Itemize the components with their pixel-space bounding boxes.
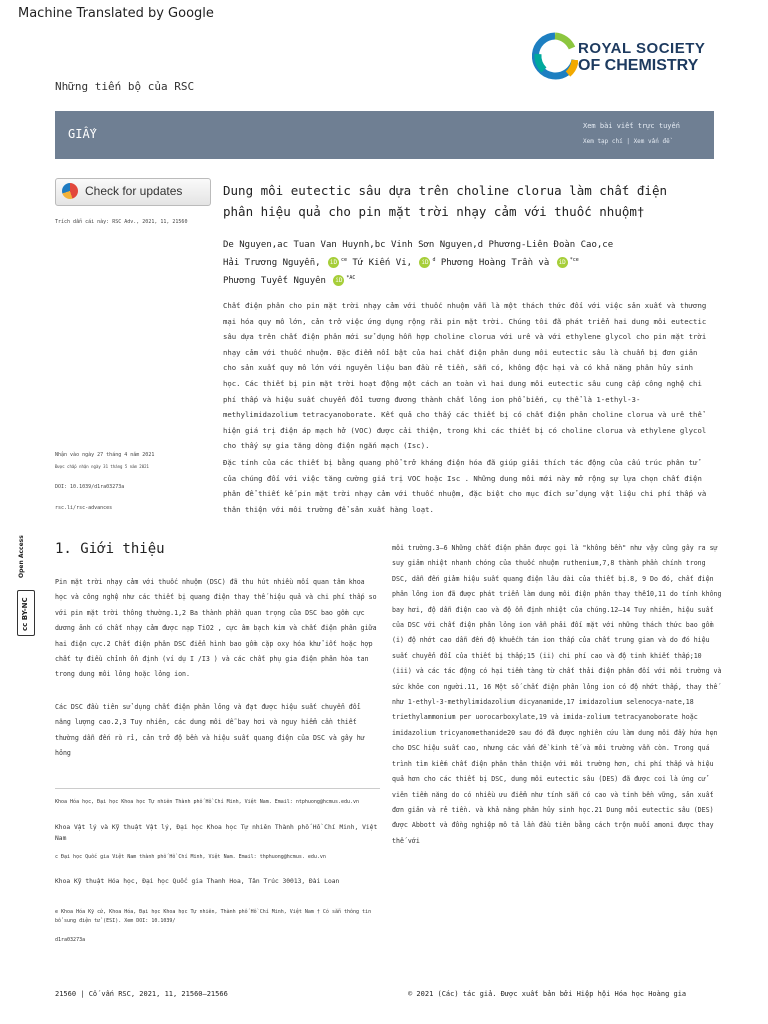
journal-url-link[interactable]: rsc.li/rsc-advances — [55, 505, 113, 511]
authors-line-1: De Nguyen,ac Tuan Van Huynh,bc Vinh Sơn Nguyen,d Phương-Liên Đoàn Cao,ce — [223, 240, 614, 250]
author-list — [223, 238, 703, 289]
footer-citation: 21560 | Cố vấn RSC, 2021, 11, 21560–21566 — [55, 990, 228, 998]
rsc-wordmark — [578, 40, 705, 74]
cc-license-icon: cc BY-NC — [21, 597, 29, 631]
footnote-e-doi: d1ra03273a — [55, 937, 86, 943]
footnote-e: e Khoa Hóa Kỹ cứ, Khoa Hóa, Đại học Khoa học Tự nhiên, Thành phố Hồ Chí Minh, Việt Nam † Có sẵn thông tin bổ sung điện tử (ESI). Xem DOI: 10.1039/ — [55, 909, 372, 924]
cc-license-badge[interactable] — [17, 590, 35, 636]
footer-copyright: © 2021 (Các) tác giả. Được xuất bản bởi Hiệp hội Hóa học Hoàng gia — [408, 990, 687, 998]
orcid-icon[interactable]: iD — [421, 259, 429, 266]
check-for-updates-button[interactable] — [55, 178, 211, 206]
intro-paragraph-1: Pin mặt trời nhạy cảm với thuốc nhuộm (DSC) đã thu hút nhiều mối quan tâm khoa học và công nghệ như các thiết bị quang điện thay thế hiệu quả và chi phí thấp so với pin mặt trời thông thường.1,2 Ba thành phần quan trọng của DSC bao gồm cực dương ảnh có chất nhạy cảm được nạp TiO2 , cực âm bạch kim và chất điện phân giữa hai điện cực.2 Chất điện phân DSC điển hình bao gồm cặp oxy hóa khử iốt hoặc hợp chất tự điều chỉnh ổn định (ví dụ I /I3 ) và các chất phụ gia điện phân hòa tan trong dung môi lỏng hoặc lỏng ion. — [55, 578, 377, 679]
view-journal-issue-links[interactable]: Xem tạp chí | Xem vấn đề — [583, 138, 670, 145]
footnote-a: Khoa Hóa học, Đại học Khoa học Tự nhiên Thành phố Hồ Chí Minh, Việt Nam. Email: ntphuong@hcmus.edu.vn — [55, 799, 360, 805]
accepted-date: Được chấp nhận ngày 31 tháng 5 năm 2021 — [55, 464, 149, 469]
doi-link[interactable]: DOI: 10.1039/d1ra03273a — [55, 484, 125, 490]
article-title: Dung môi eutectic sâu dựa trên choline clorua làm chất điện phân hiệu quả cho pin mặt trời nhạy cảm với thuốc nhuộm† — [223, 183, 668, 219]
abstract-paragraph-2: Đặc tính của các thiết bị bằng quang phổ trở kháng điện hóa đã giúp giải thích tác động của cấu trúc phân tử của chúng đối với việc tăng cường giá trị VOC hoặc Isc . Những dung môi mới này mở rộng sự lựa chọn chất điện phân để thiết kế pin mặt trời nhạy cảm với thuốc nhuộm, đặc biệt cho mục đích sử dụng vật liệu chi phí thấp và thân thiện với môi trường để sản xuất hàng loạt. — [223, 458, 707, 514]
machine-translation-banner: Machine Translated by Google — [18, 6, 214, 21]
open-access-label: Open Access — [18, 535, 25, 578]
rsc-emblem-icon — [532, 30, 578, 84]
article-type-bar — [55, 111, 714, 159]
received-date: Nhận vào ngày 27 tháng 4 năm 2021 — [55, 452, 155, 458]
check-updates-icon — [62, 183, 78, 199]
abstract-paragraph-1: Chất điện phân cho pin mặt trời nhạy cảm với thuốc nhuộm vẫn là một thách thức đối với việc sản xuất và thương mại hóa quy mô lớn, cản trở việc ứng dụng rộng rãi pin mặt trời. Chúng tôi đã phát triển hai dung môi eutectic sâu dựa trên chất điện phân mới sử dụng hỗn hợp choline clorua với urê và với ethylene glycol cho pin mặt trời nhạy cảm với thuốc nhuộm. Đặc điểm nổi bật của hai chất điện phân dung môi eutectic sâu là chuẩn bị đơn giản cho sản xuất quy mô lớn với nguyên liệu ban đầu rẻ tiền, sẵn có, không độc hại và có khả năng phân hủy sinh học. Các thiết bị pin mặt trời hoạt động một cách an toàn vì hai dung môi eutectic sâu cung cấp công nghệ chi phí thấp và hiệu suất chuyển đổi tương đương thành chất lỏng ion phổ biến, cụ thể là 1-ethyl-3-methylimidazolium tetracyanoborate. Kết quả cho thấy các thiết bị có chất điện phân choline clorua và urê thể hiện giá trị điện áp mạch hở (VOC) được cải thiện, trong khi các thiết bị có choline clorua và ethylene glycol cho thấy sự gia tăng dòng điện ngắn mạch (Isc). — [223, 301, 707, 451]
check-updates-label: Check for updates — [85, 184, 183, 198]
authors-line-2: Hải Trương Nguyễn, iD $^{ce}$ Tứ Kiến Vi, iD $^d$ Phương Hoàng Trần và iD $^{*ce}$ — [223, 257, 579, 268]
article-type-label: GIẤY — [68, 127, 97, 141]
intro-paragraph-2: Các DSC đầu tiên sử dụng chất điện phân lỏng và đạt được hiệu suất chuyển đổi năng lượng cao.2,3 Tuy nhiên, các dung môi dễ bay hơi và nguy hiểm cần thiết thường dẫn đến rò rỉ, cản trở độ bền và hiệu suất quang điện của DSC và gây hư hỏng — [55, 703, 365, 758]
footnote-c: c Đại học Quốc gia Việt Nam thành phố Hồ Chí Minh, Việt Nam. Email: thphuong@hcmus. edu.vn — [55, 854, 326, 860]
rsc-wordmark-line2: OF CHEMISTRY — [578, 57, 699, 74]
orcid-icon[interactable]: iD — [329, 259, 338, 266]
journal-name: Những tiến bộ của RSC — [55, 80, 195, 93]
footnote-d: Khoa Kỹ thuật Hóa học, Đại học Quốc gia Thanh Hoa, Tân Trúc 30013, Đài Loan — [55, 878, 340, 885]
citation: Trích dẫn cái này: RSC Adv., 2021, 11, 21560 — [55, 219, 188, 225]
intro-column-2: môi trường.3–6 Những chất điện phân được gọi là "không bền" như vậy cũng gây ra sự suy giảm nhiệt nhanh chóng của thuốc nhuộm ruthenium,7,8 thành phần chính trong DSC, dẫn đến giảm hiệu suất quang điện lâu dài của thiết bị.8, 9 Do đó, chất điện phân lỏng ion đã được phát triển làm dung môi điện phân thay thế10,11 do tính không bay hơi, độ dẫn điện cao và độ ổn định nhiệt của chúng.12–14 Tuy nhiên, hiệu suất của DSC với chất điện phân lỏng ion vẫn phải đối mặt với những thách thức bao gồm (i) độ nhớt cao dẫn đến độ khuếch tán ion thấp của chất trung gian và do đó hiệu suất chuyển đổi của thiết bị thấp;15 (ii) chi phí cao và độ tinh khiết thấp;10 (iii) và các tác động có hại tiềm tàng từ chất thải điện phân đối với môi trường và sức khỏe con người.11, 16 Một số chất điện phân lỏng ion có độ nhớt thấp, thay thế như 1-ethyl-3-methylimidazolium dicyanamide,17 imidazolium selenocya-nate,18 triethylammonium per uorocarboxylate,19 và imida-zolium tetracyanoborate hoặc imidazolium tricyanomethanide20 sau đó đã được nghiên cứu làm dung môi đầy hứa hẹn cho DSC hiệu suất cao, nhưng các vấn đề kinh tế và môi trường vẫn còn. Trong quá trình tìm kiếm chất điện phân thân thiện với môi trường hơn, chi phí thấp và hiệu quả hơn cho các thiết bị DSC, dung môi eutectic sâu (DES) đã được coi là ứng cử viên tiềm năng do có nhiều ưu điểm như tính sẵn có cao và tính bền vững, sản xuất đơn giản và rẻ tiền. và khả năng phân hủy sinh học.21 Dung môi eutectic sâu (DES) được Abbott và đồng nghiệp mô tả lần đầu tiên bằng cách trộn muối amoni được thay thế với — [392, 544, 722, 845]
view-online-link[interactable]: Xem bài viết trực tuyến — [583, 122, 680, 130]
authors-line-3: Phương Tuyết Nguyên iD $^{*AC}$ — [223, 275, 356, 286]
orcid-icon[interactable]: iD — [558, 259, 566, 266]
footnote-divider — [55, 788, 380, 789]
rsc-wordmark-line1: ROYAL SOCIETY — [578, 40, 706, 57]
section-heading: 1. Giới thiệu — [55, 541, 165, 557]
orcid-icon[interactable]: iD — [335, 277, 343, 284]
footnote-b: Khoa Vật lý và Kỹ thuật Vật lý, Đại học Khoa học Tự nhiên Thành phố Hồ Chí Minh, Việt Nam — [55, 824, 378, 842]
